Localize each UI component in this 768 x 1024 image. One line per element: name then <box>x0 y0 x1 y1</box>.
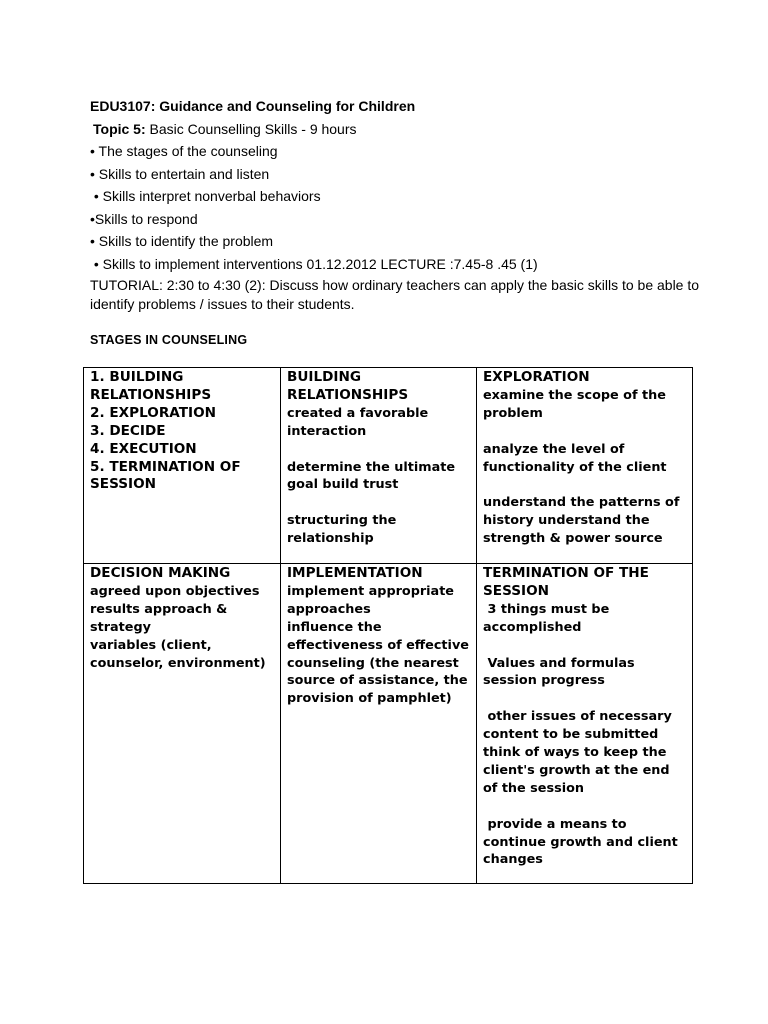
implementation-cell <box>281 564 477 884</box>
cell-heading: TERMINATION OF THE SESSION <box>483 565 649 599</box>
stages-list-cell <box>84 368 281 564</box>
cell-text: implement appropriate approaches <box>287 583 459 617</box>
topic-label: Topic 5: <box>93 120 146 137</box>
cell-text: examine the scope of the problem <box>483 387 671 421</box>
stages-table <box>83 367 693 884</box>
cell-text: structuring the relationship <box>287 513 401 547</box>
cell-heading: DECISION MAKING <box>90 565 231 581</box>
building-relationships-cell <box>281 368 477 564</box>
cell-text: understand the patterns of history understand the strength & power source <box>483 495 684 547</box>
bullet-item: • Skills interpret nonverbal behaviors <box>90 188 321 204</box>
stage-item: 1. BUILDING <box>90 369 184 385</box>
paragraph-gap <box>287 494 470 512</box>
bullet-item: • Skills to identify the problem <box>90 233 274 249</box>
bullet-item: • The stages of the counseling <box>90 143 278 159</box>
paragraph-gap <box>483 637 686 655</box>
tutorial-text: TUTORIAL: 2:30 to 4:30 (2): Discuss how ordinary teachers can apply the basic skills to be able to identify problems / issues to their students. <box>90 277 700 312</box>
stage-item: 3. DECIDE <box>90 422 166 439</box>
cell-text: Values and formulas session progress <box>483 655 640 689</box>
topic-line <box>90 118 710 141</box>
bullet-item: • Skills to implement interventions 01.12.2012 LECTURE :7.45-8 .45 (1) <box>90 255 538 272</box>
paragraph-gap <box>483 798 686 816</box>
cell-heading: BUILDING RELATIONSHIPS <box>287 369 409 403</box>
stages-heading: STAGES IN COUNSELING <box>90 333 248 347</box>
document-header <box>90 95 710 314</box>
bullet-item: •Skills to respond <box>90 210 198 227</box>
stage-item: RELATIONSHIPS <box>90 386 212 403</box>
stage-item: 2. EXPLORATION <box>90 404 217 421</box>
termination-cell <box>477 564 693 884</box>
bullet-item: • Skills to entertain and listen <box>90 165 270 182</box>
paragraph-gap <box>483 476 686 494</box>
paragraph-gap <box>483 690 686 708</box>
paragraph-gap <box>287 441 470 459</box>
cell-text: analyze the level of functionality of the client <box>483 441 667 475</box>
cell-text: other issues of necessary content to be submitted think of ways to keep the client's growth at the end of the session <box>483 709 677 796</box>
cell-text: variables (client, counselor, environment) <box>90 637 266 671</box>
course-title: EDU3107: Guidance and Counseling for Children <box>90 98 416 114</box>
cell-text: created a favorable interaction <box>287 405 433 439</box>
stage-item: SESSION <box>90 476 157 493</box>
cell-text: agreed upon objectives results approach & strategy <box>90 583 264 635</box>
stage-item: 4. EXECUTION <box>90 440 197 457</box>
cell-heading: EXPLORATION <box>483 369 590 385</box>
exploration-cell <box>477 368 693 564</box>
cell-text: provide a means to continue growth and client changes <box>483 816 683 868</box>
decision-making-cell <box>84 564 281 884</box>
table-row <box>84 564 693 884</box>
paragraph-gap <box>483 423 686 441</box>
cell-heading: IMPLEMENTATION <box>287 565 423 581</box>
cell-text: influence the effectiveness of effective counseling (the nearest source of assistance, the provision of pamphlet) <box>287 619 474 707</box>
topic-text: Basic Counselling Skills - 9 hours <box>145 120 357 137</box>
cell-text: determine the ultimate goal build trust <box>287 459 460 493</box>
stage-item: 5. TERMINATION OF <box>90 458 241 475</box>
table-row <box>84 368 693 564</box>
cell-text: 3 things must be accomplished <box>483 601 614 635</box>
